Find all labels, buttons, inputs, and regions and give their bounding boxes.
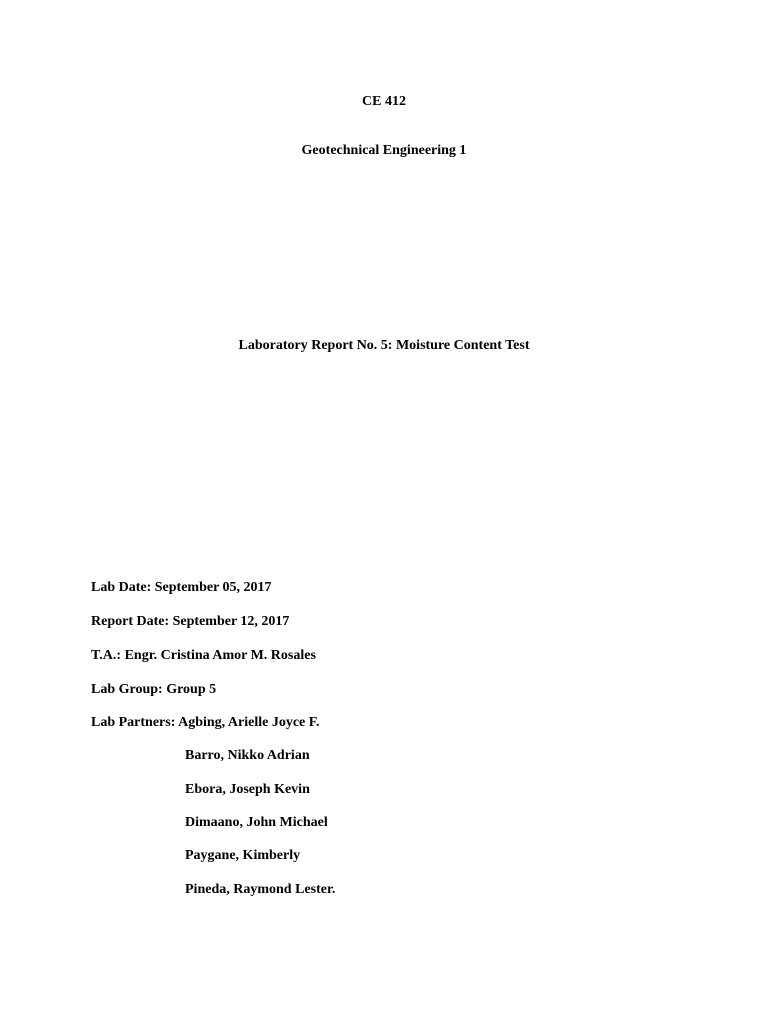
course-code: CE 412 [362,94,406,109]
partner-name: Barro, Nikko Adrian [185,748,310,763]
course-title: Geotechnical Engineering 1 [301,143,467,158]
lab-partners: Lab Partners: Agbing, Arielle Joyce F. [91,715,320,730]
partner-name: Dimaano, John Michael [185,815,328,830]
partner-name: Ebora, Joseph Kevin [185,782,310,797]
lab-group: Lab Group: Group 5 [91,682,217,697]
lab-date: Lab Date: September 05, 2017 [91,580,272,595]
partner-name: Pineda, Raymond Lester. [185,882,336,897]
report-date: Report Date: September 12, 2017 [91,614,290,629]
partner-name: Paygane, Kimberly [185,848,301,863]
teaching-assistant: T.A.: Engr. Cristina Amor M. Rosales [91,648,316,663]
report-title: Laboratory Report No. 5: Moisture Content Test [238,338,530,353]
